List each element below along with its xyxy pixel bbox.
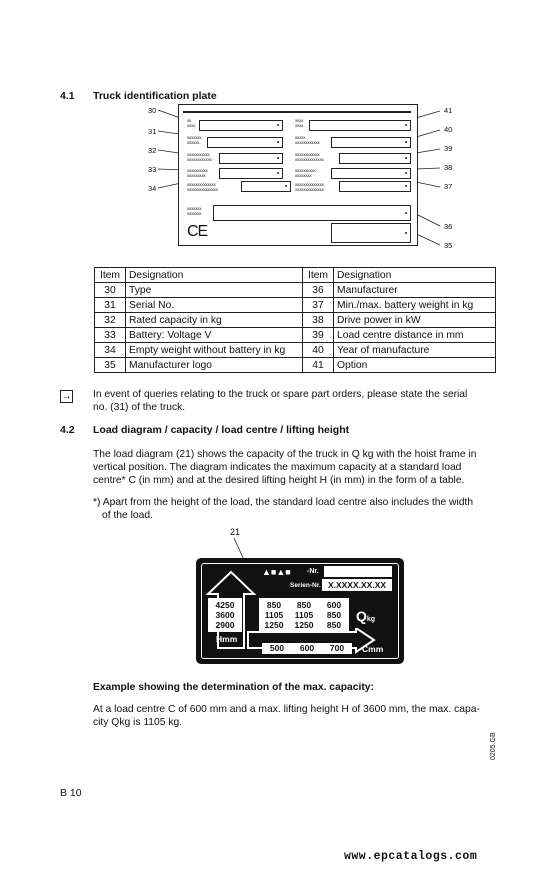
- year-field: [331, 137, 411, 148]
- table-cell: Empty weight without battery in kg: [126, 343, 303, 358]
- table-cell: 35: [95, 358, 126, 373]
- centre-unit: Cmm: [362, 644, 384, 654]
- callout-36: 36: [444, 222, 453, 231]
- header-designation: Designation: [126, 268, 303, 283]
- callout-37: 37: [444, 182, 453, 191]
- header-designation: Designation: [334, 268, 496, 283]
- identification-plate-figure: [140, 102, 460, 252]
- note-line: In event of queries relating to the truck or spare part orders, please state the serial: [93, 389, 468, 400]
- battery-weight-field: [339, 181, 411, 192]
- serial-number-field: [207, 137, 283, 148]
- table-cell: 32: [95, 313, 126, 328]
- capacity-cell: 850: [326, 620, 342, 630]
- paragraph-line: The load diagram (21) shows the capacity of the truck in Q kg with the hoist frame in: [93, 449, 477, 460]
- plate-placeholder-text: xxxxxxx xxxxxx: [187, 135, 202, 145]
- table-cell: Option: [334, 358, 496, 373]
- plate-placeholder-text: xxxxxxxxxx xxxxxxxxx: [187, 168, 208, 178]
- table-cell: Manufacturer: [334, 283, 496, 298]
- table-cell: Min./max. battery weight in kg: [334, 298, 496, 313]
- type-field: [199, 120, 283, 131]
- watermark-link[interactable]: www.epcatalogs.com: [344, 850, 478, 863]
- manufacturer-logo-field: [331, 223, 411, 243]
- plate-placeholder-text: xxxxxxxxxx xxxxxxxx: [295, 168, 316, 178]
- plate-placeholder-text: xxxxxxxxxxxx xxxxxxxxxxxxxx: [295, 152, 324, 162]
- table-cell: 37: [303, 298, 334, 313]
- paragraph-line: vertical position. The diagram indicates the maximum capacity at a standard load: [93, 462, 462, 473]
- centres-box: [262, 643, 352, 654]
- table-row: [95, 343, 496, 358]
- paragraph-line: centre* C (in mm) and at the desired lifting height H (in mm) in the form of a table.: [93, 475, 465, 486]
- drive-power-field: [331, 168, 411, 179]
- plate-placeholder-text: xxxxxxxxxxxxxx xxxxxxxxxxxxxx: [295, 182, 324, 192]
- q-unit: kg: [366, 616, 376, 623]
- height-value: 2900: [215, 620, 235, 630]
- capacity-cell: 850: [266, 600, 282, 610]
- table-cell: Type: [126, 283, 303, 298]
- section-title: Load diagram / capacity / load centre / lifting height: [93, 424, 350, 436]
- callout-39: 39: [444, 144, 453, 153]
- note-text: [93, 388, 497, 414]
- load-diagram-paragraph: [93, 448, 497, 487]
- capacity-cell: 1105: [294, 610, 314, 620]
- plate-placeholder-text: xxxxxxx xxxxxxx: [187, 206, 202, 216]
- table-cell: 34: [95, 343, 126, 358]
- table-cell: 33: [95, 328, 126, 343]
- table-cell: Year of manufacture: [334, 343, 496, 358]
- table-cell: 41: [303, 358, 334, 373]
- capacity-cell: 1250: [264, 620, 284, 630]
- plate-placeholder-text: xxxx xxxx: [295, 118, 304, 128]
- serial-value: X.XXXX.XX.XX: [322, 579, 392, 591]
- footnote-line: *) Apart from the height of the load, the standard load centre also includes the width: [93, 497, 474, 508]
- height-unit: Hmm: [216, 634, 238, 644]
- rated-capacity-field: [219, 153, 283, 164]
- callout-38: 38: [444, 163, 453, 172]
- section-number: 4.2: [60, 424, 75, 436]
- model-label: -Nr.: [307, 568, 319, 575]
- table-cell: 31: [95, 298, 126, 313]
- callout-32: 32: [148, 146, 157, 155]
- capacity-cell: 1250: [294, 620, 314, 630]
- table-cell: Serial No.: [126, 298, 303, 313]
- table-cell: Manufacturer logo: [126, 358, 303, 373]
- callout-31: 31: [148, 127, 157, 136]
- table-cell: 36: [303, 283, 334, 298]
- callout-30: 30: [148, 106, 157, 115]
- section-number: 4.1: [60, 90, 75, 102]
- height-value: 4250: [215, 600, 235, 610]
- callout-34: 34: [148, 184, 157, 193]
- table-row: [95, 313, 496, 328]
- centre-value: 600: [299, 643, 315, 653]
- callout-40: 40: [444, 125, 453, 134]
- footnote-line: of the load.: [102, 510, 153, 521]
- battery-voltage-field: [219, 168, 283, 179]
- plate-top-bar: [183, 111, 411, 113]
- document-code: 0205.GB: [490, 732, 497, 760]
- load-centre-field: [339, 153, 411, 164]
- header-item: Item: [95, 268, 126, 283]
- empty-weight-field: [241, 181, 291, 192]
- centre-value: 500: [269, 643, 285, 653]
- truck-silhouette-icons: ▲■▲■: [262, 567, 291, 577]
- capacity-cell: 600: [326, 600, 342, 610]
- table-cell: Battery: Voltage V: [126, 328, 303, 343]
- height-value: 3600: [215, 610, 235, 620]
- example-line: At a load centre C of 600 mm and a max. lifting height H of 3600 mm, the max. capa-: [93, 704, 480, 715]
- callout-35: 35: [444, 241, 453, 250]
- centre-value: 700: [329, 643, 345, 653]
- plate-outline: [178, 104, 418, 246]
- capacity-grid: [259, 598, 349, 632]
- table-cell: Drive power in kW: [334, 313, 496, 328]
- example-title: Example showing the determination of the max. capacity:: [93, 682, 374, 693]
- footnote: [93, 496, 497, 522]
- capacity-cell: 850: [326, 610, 342, 620]
- table-row: [95, 328, 496, 343]
- callout-21: 21: [230, 527, 241, 537]
- section-title: Truck identification plate: [93, 90, 217, 102]
- example-text: [93, 703, 497, 729]
- ce-mark: CE: [187, 223, 208, 240]
- callout-33: 33: [148, 165, 157, 174]
- load-diagram-plate: [196, 558, 404, 664]
- plate-placeholder-text: xx xxxx: [187, 118, 196, 128]
- page-number: B 10: [60, 787, 82, 799]
- manufacturer-field: [213, 205, 411, 221]
- serial-label: Serien-Nr.: [290, 582, 321, 589]
- example-line: city Qkg is 1105 kg.: [93, 717, 183, 728]
- note-line: no. (31) of the truck.: [93, 402, 186, 413]
- q-letter: Q: [356, 608, 367, 624]
- header-item: Item: [303, 268, 334, 283]
- table-cell: 30: [95, 283, 126, 298]
- designation-table: [94, 267, 496, 373]
- plate-placeholder-text: xxxxxxxxxxx xxxxxxxxxxxx: [187, 152, 212, 162]
- table-cell: 39: [303, 328, 334, 343]
- table-header-row: [95, 268, 496, 283]
- table-cell: 40: [303, 343, 334, 358]
- capacity-cell: 850: [296, 600, 312, 610]
- table-cell: Rated capacity in kg: [126, 313, 303, 328]
- heights-box: [208, 598, 242, 632]
- table-row: [95, 358, 496, 373]
- callout-41: 41: [444, 106, 453, 115]
- plate-placeholder-text: xxxxxxxxxxxxxx xxxxxxxxxxxxxxx: [187, 182, 218, 192]
- plate-placeholder-text: xxxxx xxxxxxxxxxxx: [295, 135, 320, 145]
- arrow-right-icon: →: [61, 391, 72, 402]
- capacity-cell: 1105: [264, 610, 284, 620]
- option-field: [309, 120, 411, 131]
- table-row: [95, 298, 496, 313]
- table-row: [95, 283, 496, 298]
- capacity-label: [356, 608, 375, 624]
- table-cell: 38: [303, 313, 334, 328]
- model-value-box: [324, 566, 392, 577]
- table-cell: Load centre distance in mm: [334, 328, 496, 343]
